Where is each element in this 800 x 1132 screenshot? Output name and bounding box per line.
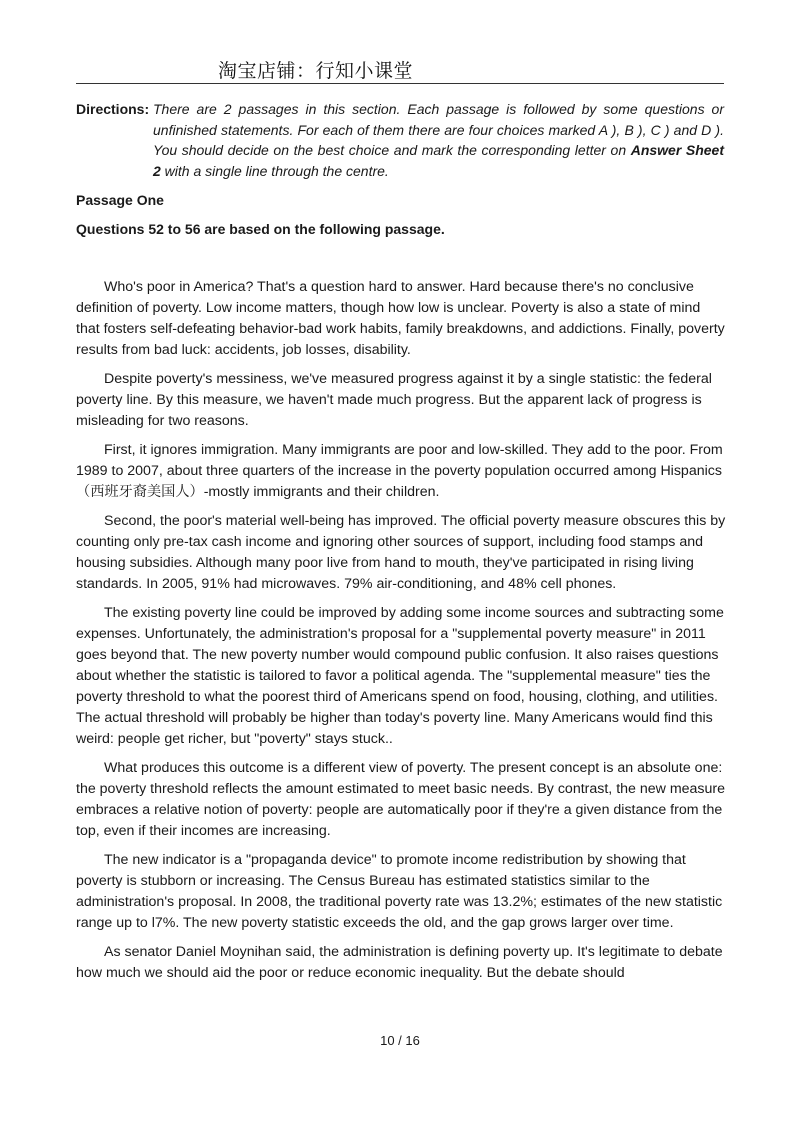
- directions-block: [76, 99, 724, 181]
- answer-sheet-label: Answer Sheet 2: [153, 142, 724, 179]
- paragraph: As senator Daniel Moynihan said, the administration is defining poverty up. It's legitimate to debate how much we should aid the poor or reduce economic inequality. But the debate should: [76, 944, 723, 981]
- paragraph: What produces this outcome is a different view of poverty. The present concept is an absolute one: the poverty threshold reflects the amount estimated to meet basic needs. By contrast, the new measure embraces a relative notion of poverty: people are automatically poor if they're a given distance from the top, even if their incomes are increasing.: [76, 760, 726, 839]
- directions-text-before: There are 2 passages in this section. Each passage is followed by some questions or unfinished statements. For each of them there are four choices marked A ), B ), C ) and D ). You should decide on the best choice and mark the corresponding letter on: [153, 101, 724, 158]
- paragraph: The existing poverty line could be improved by adding some income sources and subtracting some expenses. Unfortunately, the administration's proposal for a "supplemental poverty measure" in 2011 goes beyond that. The new poverty number would compound public confusion. It also raises questions about whether the statistic is tailored to favor a political agenda. The "supplemental measure" ties the poverty threshold to what the poorest third of Americans spend on food, housing, clothing, and utilities. The actual threshold will probably be higher than today's poverty line. Many Americans would find this weird: people get richer, but "poverty" stays stuck..: [76, 605, 724, 747]
- paragraph: Who's poor in America? That's a question hard to answer. Hard because there's no conclusive definition of poverty. Low income matters, though how low is unclear. Poverty is also a state of mind that fosters self-defeating behavior-bad work habits, family breakdowns, and addictions. Finally, poverty results from bad luck: accidents, job losses, disability.: [76, 279, 725, 358]
- paragraph: The new indicator is a "propaganda device" to promote income redistribution by showing that poverty is stubborn or increasing. The Census Bureau has estimated statistics similar to the administration's proposal. In 2008, the traditional poverty rate was 13.2%; estimates of the new statistic range up to l7%. The new poverty statistic exceeds the old, and the gap grows larger over time.: [76, 852, 723, 931]
- page-number: 10 / 16: [380, 1033, 420, 1048]
- passage-title: Passage One: [76, 192, 164, 208]
- directions-text-after: with a single line through the centre.: [160, 162, 389, 179]
- paragraph: Despite poverty's messiness, we've measured progress against it by a single statistic: the federal poverty line. By this measure, we haven't made much progress. But the apparent lack of progress is misleading for two reasons.: [76, 371, 712, 429]
- paragraph: First, it ignores immigration. Many immigrants are poor and low-skilled. They add to the poor. From 1989 to 2007, about three quarters of the increase in the poverty population occurred among Hispanics（西班牙裔美国人）-mostly immigrants and their children.: [76, 442, 723, 500]
- paragraph: Second, the poor's material well-being has improved. The official poverty measure obscures this by counting only pre-tax cash income and ignoring other sources of support, including food stamps and housing subsidies. Although many poor live from hand to mouth, they've participated in rising living standards. In 2005, 91% had microwaves. 79% air-conditioning, and 48% cell phones.: [76, 513, 726, 592]
- header-title: 淘宝店铺：行知小课堂: [218, 61, 414, 82]
- questions-note: Questions 52 to 56 are based on the following passage.: [76, 221, 445, 237]
- header-divider: [76, 83, 724, 84]
- passage-body: [76, 277, 726, 992]
- directions-label: Directions:: [76, 101, 150, 117]
- directions-text: [153, 99, 724, 181]
